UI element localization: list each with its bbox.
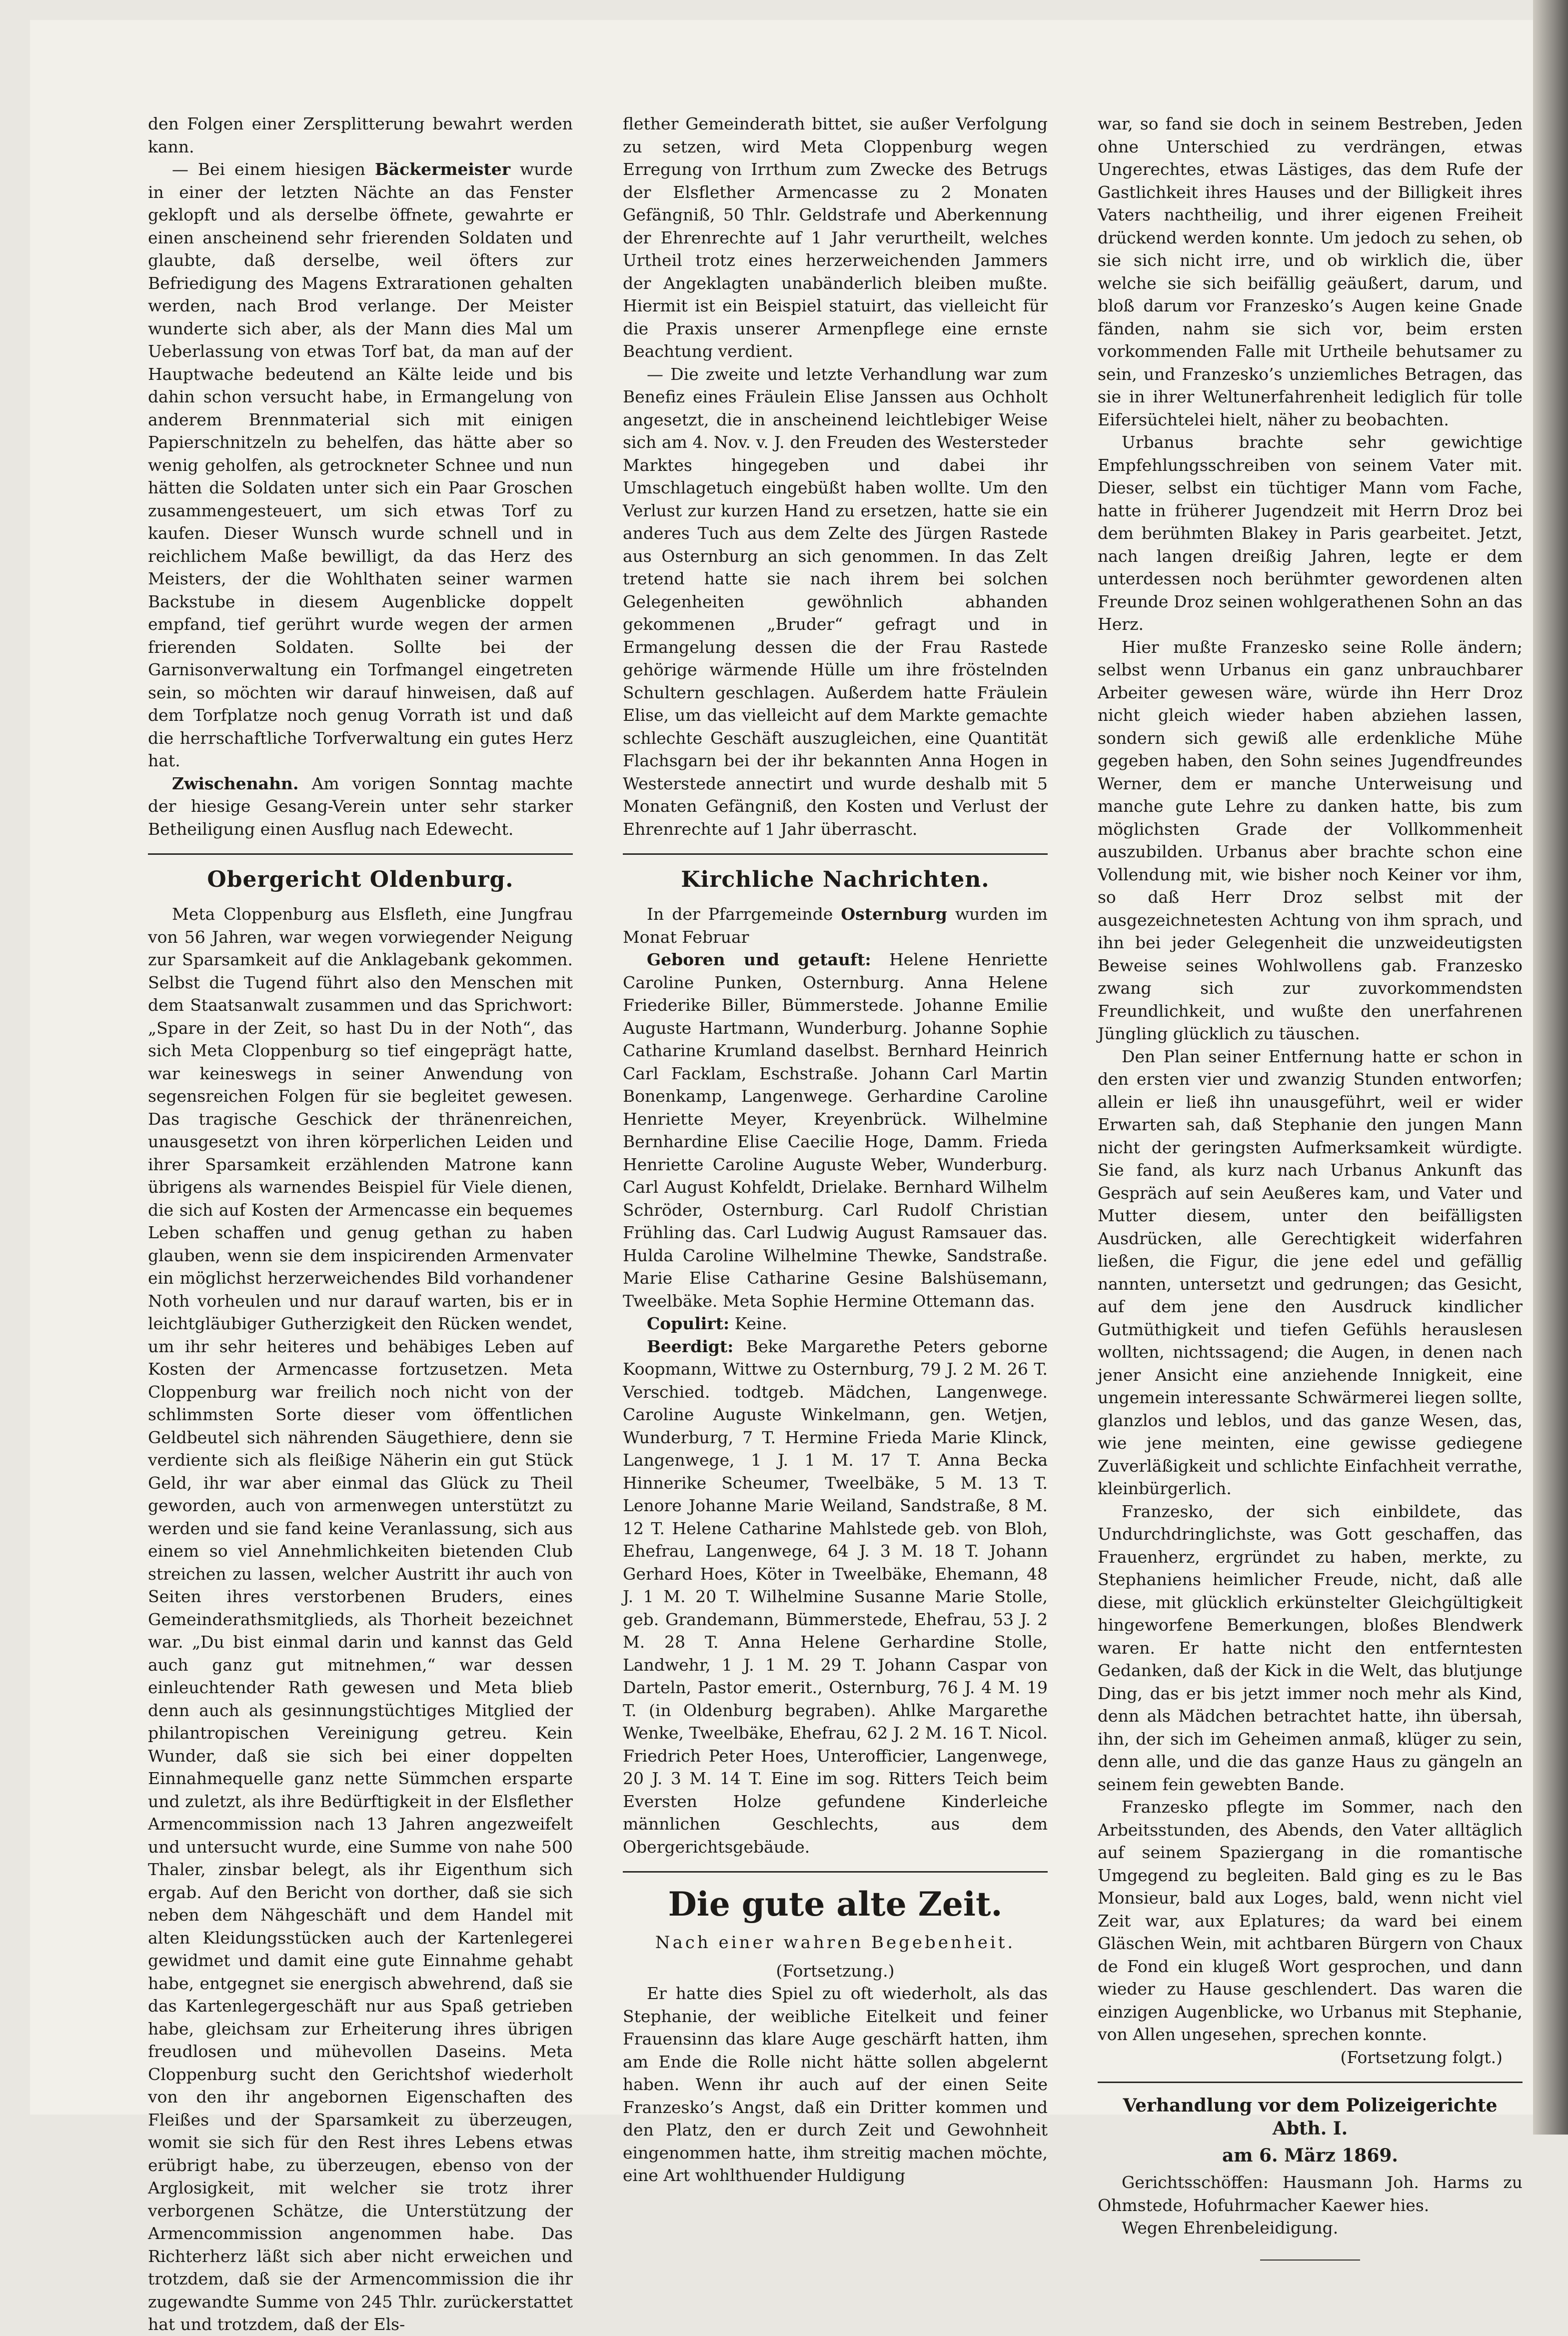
parish-intro-pre: In der Pfarrgemeinde	[647, 904, 833, 924]
column-2	[623, 112, 1048, 2187]
article-zwischenahn	[148, 772, 573, 841]
story-text: Franzesko pflegte im Sommer, nach den Arbeitsstunden, des Abends, den Vater alltäglich auf seinem Spaziergang in die romantische Umgegend zu begleiten. Bald ging es zu le Bas Monsieur, bald aux Loges, bald, wenn nicht viel Zeit war, aux Eplatures; da ward bei einem Gläschen Wein, mit achtbaren Bürgern von Chaux de Fond ein klugeß Wort gesprochen, und dann wieder zu Hause geschlendert. Das waren die einzigen Augenblicke, wo Urbanus mit Stephanie, von Allen ungesehen, sprechen konnte.	[1098, 1797, 1523, 2044]
end-rule	[1260, 2260, 1360, 2261]
story-text: Franzesko, der sich einbildete, das Undurchdringlichste, was Gott geschaffen, das Frauenherz, ergründet zu haben, merkte, zu Stephaniens heimlicher Freude, nicht, daß alle diese, mit glücklich erkünstelter Gleichgültigkeit hingeworfene Bemerkungen, bloßes Blendwerk waren. Er hatte nicht den entferntesten Gedanken, daß der Kick in die Welt, das blutjunge Ding, das er bis jetzt immer noch mehr als Kind, denn als Mädchen betrachtet hatte, ihn übersah, ihn, der sich im Geheimen anmaß, klüger zu sein, denn alle, und die das ganze Haus zu gängeln an seinem fein gewebten Bande.	[1098, 1501, 1523, 1794]
article-intro: — Bei einem hiesigen	[172, 159, 365, 179]
column-3	[1098, 112, 1523, 2261]
story-to-be-continued: (Fortsetzung folgt.)	[1340, 2047, 1503, 2067]
article-body: wurde in einer der letzten Nächte an das Fenster geklopft und als derselbe öffnete, gewahrte er einen anscheinend sehr frierenden Soldaten und glaubte, daß derselbe, weil öfters zur Befriedigung des Magens Extrarationen gehalten werden, nach Brod verlange. Der Meister wunderte sich aber, als der Mann dies Mal um Ueberlassung von etwas Torf bat, da man auf der Hauptwache bedeutend an Kälte leide und bis dahin schon versucht habe, in Ermangelung von anderem Brennmaterial sich mit einigen Papierschnitzeln zu behelfen, das hätte aber so wenig geholfen, als getrockneter Schnee und nun hätten die Soldaten unter sich ein Paar Groschen zusammengesteuert, um sich etwas Torf zu kaufen. Dieser Wunsch wurde schnell und in reichlichem Maße bewilligt, da das Herz des Meisters, der die Wohlthaten seiner warmen Backstube in diesem Augenblicke doppelt empfand, tief gerührt wurde wegen der armen frierenden Soldaten. Sollte bei der Garnisonverwaltung ein Torfmangel eingetreten sein, so möchten wir darauf hinweisen, daß auf dem Torfplatze noch genug Vorrath ist und daß die herrschaftliche Torfverwaltung ein gutes Herz hat.	[148, 159, 573, 770]
article-keyword: Bäckermeister	[374, 159, 511, 179]
section-divider	[148, 853, 573, 855]
section-divider	[623, 1871, 1048, 1873]
section-divider	[623, 853, 1048, 855]
story-text: Hier mußte Franzesko seine Rolle ändern; selbst wenn Urbanus ein ganz unbrauchbarer Arbeiter gewesen wäre, würde ihn Herr Droz nicht gleich wieder haben abziehen lassen, sondern sich gewiß alle erdenkliche Mühe gegeben haben, den Sohn seines Jugendfreundes Werner, dem er manche Unterweisung und manche gute Lehre zu danken hatte, bis zum möglichsten Grade der Vollkommenheit auszubilden. Urbanus aber brachte schon eine Vollendung mit, wie bisher noch Keiner vor ihm, so daß Herr Droz selbst mit der ausgezeichnetesten Achtung von ihm sprach, und ihn bei jeder Gelegenheit die unzweideutigsten Beweise seines Wohlwollens gab. Franzesko zwang sich zur zuvorkommendsten Freundlichkeit, und wußte den unerfahrenen Jüngling glücklich zu täuschen.	[1098, 637, 1523, 1043]
police-court-date: am 6. März 1869.	[1222, 2145, 1398, 2166]
newspaper-page	[30, 20, 1535, 2334]
book-spine	[1533, 0, 1568, 2135]
births-body: Helene Henriette Caroline Punken, Osternburg. Anna Helene Friederike Biller, Bümmerstede. Johanne Emilie Auguste Hartmann, Wunderburg. Johanne Sophie Catharine Krumland daselbst. Bernhard Heinrich Carl Facklam, Eschstraße. Johann Carl Martin Bonenkamp, Langenwege. Gerhardine Caroline Henriette Meyer, Kreyenbrück. Wilhelmine Bernhardine Elise Caecilie Hoge, Damm. Frieda Henriette Caroline Auguste Weber, Wunderburg. Carl August Kohfeldt, Drielake. Bernhard Wilhelm Schröder, Osternburg. Carl Rudolf Christian Frühling das. Carl Ludwig August Ramsauer das. Hulda Caroline Wilhelmine Thewke, Sandstraße. Marie Elise Catharine Gesine Balshüsemann, Tweelbäke. Meta Sophie Hermine Ottemann das.	[623, 950, 1048, 1311]
section-divider	[1098, 2082, 1523, 2083]
article-cloppenburg: Meta Cloppenburg aus Elsfleth, eine Jungfrau von 56 Jahren, war wegen vorwiegender Neigung zur Sparsamkeit auf die Anklagebank gekommen. Selbst die Tugend führt also den Menschen mit dem Staatsanwalt zusammen und das Sprichwort: „Spare in der Zeit, so hast Du in der Noth“, das sich Meta Cloppenburg so tief eingeprägt hatte, war keineswegs in seiner Anwendung von segensreichen Folgen für sie begleitet gewesen. Das tragische Geschick der thränenreichen, unausgesetzt von ihren körperlichen Leiden und ihrer Sparsamkeit erzählenden Matrone kann übrigens als warnendes Beispiel für Viele dienen, die sich auf Kosten der Armencasse ein bequemes Leben schaffen und genug gethan zu haben glauben, wenn sie dem inspicirenden Armenvater ein möglichst herzerweichendes Bild vorhandener Noth vorheulen und nur darauf warten, bis er in leichtgläubiger Gutherzigkeit den Rücken wendet, um ihr sehr heiteres und behäbiges Leben auf Kosten der Armencasse fortzusetzen. Meta Cloppenburg war freilich noch nicht von der schlimmsten Sorte dieser vom öffentlichen Geldbeutel sich nährenden Säugethiere, denn sie verdiente sich als fleißige Näherin ein gut Stück Geld, ihr war aber einmal das Glück zu Theil geworden, auch von armenwegen unterstützt zu werden und sie fand keine Veranlassung, sich aus einem so viel Annehmlichkeiten bietenden Club streichen zu lassen, welcher Austritt ihr auch von Seiten ihres verstorbenen Bruders, eines Gemeinderathsmitglieds, als Thorheit bezeichnet war. „Du bist einmal darin und kannst das Geld auch ganz gut mitnehmen,“ war dessen einleuchtender Rath gewesen und Meta blieb denn auch als gesinnungstüchtiges Mitglied der philantropischen Vereinigung getreu. Kein Wunder, daß sie sich bei einer doppelten Einnahmequelle ganz nette Sümmchen ersparte und zuletzt, als ihre Bedürftigkeit in der Elsflether Armencommission nach 13 Jahren angezweifelt und untersucht wurde, eine Summe von nahe 500 Thaler, zinsbar belegt, als ihr Eigenthum sich ergab. Auf den Bericht von dorther, daß sie sich neben dem Nähgeschäft und dem Handel mit alten Kleidungsstücken auch der Kartenlegerei gewidmet und damit eine gute Einnahme gehabt habe, entgegnet sie energisch abwehrend, daß sie das Kartenlegergeschäft nur aus Spaß getrieben habe, gleichsam zur Erheiterung ihres übrigen freudlosen und mühevollen Daseins. Meta Cloppenburg sucht den Gerichtshof wiederholt von den ihr angebornen Eigenschaften des Fleißes und der Sparsamkeit zu überzeugen, womit sie sich für den Rest ihres Lebens etwas erübrigt habe, zu überzeugen, ebenso von der Arglosigkeit, mit welcher sie trotz ihrer verborgenen Schätze, die Unterstützung der Armencommission angenommen habe. Das Richterherz läßt sich aber nicht erweichen und trotzdem, daß sie der Armencommission die ihr zugewandte Summe von 245 Thlr. zurückerstattet hat und trotzdem, daß der Els-	[148, 904, 573, 2334]
article-baeckermeister	[148, 158, 573, 772]
police-court-case: Wegen Ehrenbeleidigung.	[1122, 2218, 1339, 2238]
article-cloppenburg-cont: flether Gemeinderath bittet, sie außer Verfolgung zu setzen, wird Meta Cloppenburg wegen Erregung von Irrthum zum Zwecke des Betrugs der Elsflether Armencasse zu 2 Monaten Gefängniß, 50 Thlr. Geldstrafe und Aberkennung der Ehrenrechte auf 1 Jahr verurtheilt, welches Urtheil trotz eines herzerweichenden Jammers der Angeklagten unabänderlich bleiben mußte. Hiermit ist ein Beispiel statuirt, das vielleicht für die Praxis unserer Armenpflege eine ernste Beachtung verdient.	[623, 114, 1048, 361]
section-title-obergericht: Obergericht Oldenburg.	[207, 867, 514, 892]
parish-name: Osternburg	[841, 904, 947, 924]
story-text: Den Plan seiner Entfernung hatte er schon in den ersten vier und zwanzig Stunden entworfen; allein er ließ ihn unausgeführt, weil er wider Erwarten sah, daß Stephanie den jungen Mann nicht der geringsten Aufmerksamkeit würdigte. Sie fand, als kurz nach Urbanus Ankunft das Gespräch auf sein Aeußeres kam, und Vater und Mutter diesem, unter den beifälligsten Ausdrücken, alle Gerechtigkeit widerfahren ließen, die Figur, die jene edel und gefällig nannten, untersetzt und gedrungen; das Gesicht, auf dem jene den Ausdruck kindlicher Gutmüthigkeit und tiefen Gefühls herauslesen wollten, nichtssagend; die Augen, in denen nach jener Ansicht eine anziehende Innigkeit, eine ungemein interessante Schwärmerei liegen sollte, glanzlos und leblos, und das ganze Wesen, das, wie jene meinten, eine gewisse gediegene Zuverläßigkeit und schlichte Einfachheit verrathe, kleinbürgerlich.	[1098, 1046, 1523, 1498]
story-text-cont: war, so fand sie doch in seinem Bestreben, Jeden ohne Unterschied zu verdrängen, etwas Ungerechtes, etwas Lästiges, das dem Rufe der Gastlichkeit ihres Hauses und der Billigkeit ihres Vaters nachtheilig, und ihrer eigenen Freiheit drückend werden konnte. Um jedoch zu sehen, ob sie sich nicht irre, und ob wirklich die, über welche sie sich beifällig geäußert, darum, und bloß darum vor Franzesko’s Augen keine Gnade fänden, nahm sie sich vor, beim ersten vorkommenden Falle mit Urtheile behutsamer zu sein, und Franzesko’s unziemliches Betragen, das sie in ihrer Weltunerfahrenheit lediglich für tolle Eifersüchtelei hielt, näher zu beobachten.	[1098, 114, 1523, 429]
burials-heading: Beerdigt:	[647, 1336, 734, 1356]
article-keyword: Zwischenahn.	[172, 773, 299, 793]
section-title-kirchliche: Kirchliche Nachrichten.	[681, 867, 990, 892]
parish-intro	[623, 903, 1048, 948]
marriages-heading: Copulirt:	[647, 1314, 730, 1333]
burials-body: Beke Margarethe Peters geborne Koopmann, Wittwe zu Osternburg, 79 J. 2 M. 26 T. Verschied. todtgeb. Mädchen, Langenwege. Caroline Auguste Winkelmann, gen. Wetjen, Wunderburg, 7 T. Hermine Frieda Marie Klinck, Langenwege, 1 J. 1 M. 17 T. Anna Becka Hinnerike Scheumer, Tweelbäke, 5 M. 13 T. Lenore Johanne Marie Weiland, Sandstraße, 8 M. 12 T. Helene Catharine Mahlstede geb. von Bloh, Ehefrau, Langenwege, 64 J. 3 M. 18 T. Johann Gerhard Hoes, Köter in Tweelbäke, Ehemann, 48 J. 1 M. 20 T. Wilhelmine Susanne Marie Stolle, geb. Grandemann, Bümmerstede, Ehefrau, 53 J. 2 M. 28 T. Anna Helene Gerhardine Stolle, Landwehr, 1 J. 1 M. 29 T. Johann Caspar von Darteln, Pastor emerit., Osternburg, 76 J. 4 M. 19 T. (in Oldenburg begraben). Ahlke Margarethe Wenke, Tweelbäke, Ehefrau, 62 J. 2 M. 16 T. Nicol. Friedrich Peter Hoes, Unterofficier, Langenwege, 20 J. 3 M. 14 T. Eine im sog. Ritters Teich beim Eversten Holze gefundene Kinderleiche männlichen Geschlechts, aus dem Obergerichtsgebäude.	[623, 1336, 1048, 1857]
story-text: Er hatte dies Spiel zu oft wiederholt, als das Stephanie, der weibliche Eitelkeit und feiner Frauensinn das klare Auge geschärft hatten, ihm am Ende die Rolle nicht hätte sollen abgelernt haben. Wenn ihr auch auf der einen Seite Franzesko’s Angst, daß ein Dritter kommen und den Platz, den er durch Zeit und Gewohnheit eingenommen hatte, ihm streitig machen möchte, eine Art wohlthuender Huldigung	[623, 1984, 1048, 2185]
story-title: Die gute alte Zeit.	[668, 1885, 1003, 1924]
article-janssen: — Die zweite und letzte Verhandlung war zum Benefiz eines Fräulein Elise Janssen aus Ochholt angesetzt, die in anscheinend leichtlebiger Weise sich am 4. Nov. v. J. den Freuden des Westersteder Marktes hingegeben und dabei ihr Umschlagetuch eingebüßt haben wollte. Um den Verlust zur kurzen Hand zu ersetzen, hatte sie ein anderes Tuch aus dem Zelte des Jürgen Rastede aus Osternburg an sich genommen. In das Zelt tretend hatte sie nach ihrem bei solchen Gelegenheiten gewöhnlich abhanden gekommenen „Bruder“ gefragt und in Ermangelung dessen die der Frau Rastede gehörige wärmende Hülle um ihre fröstelnden Schultern geschlagen. Außerdem hatte Fräulein Elise, um das vielleicht auf dem Markte gemachte schlechte Geschäft auszugleichen, eine Quantität Flachsgarn bei der ihr bekannten Anna Hogen in Westerstede annectirt und wurde deshalb mit 5 Monaten Gefängniß, den Kosten und Verlust der Ehrenrechte auf 1 Jahr überrascht.	[623, 364, 1048, 839]
births-heading: Geboren und getauft:	[647, 950, 871, 969]
article-continuation: den Folgen einer Zersplitterung bewahrt werden kann.	[148, 114, 573, 156]
burials-list	[623, 1335, 1048, 1859]
story-subtitle: Nach einer wahren Begebenheit.	[655, 1933, 1016, 1953]
marriages-list	[623, 1312, 1048, 1335]
births-list	[623, 948, 1048, 1312]
story-text: Urbanus brachte sehr gewichtige Empfehlungsschreiben von seinem Vater mit. Dieser, selbst ein tüchtiger Mann vom Fache, hatte in früherer Jugendzeit mit Herrn Droz bei dem berühmten Blakey in Paris gearbeitet. Jetzt, nach langen dreißig Jahren, legte er dem unterdessen noch berühmter gewordenen alten Freunde Droz seinen wohlgerathenen Sohn an das Herz.	[1098, 432, 1523, 634]
article-body: Am vorigen Sonntag machte der hiesige Gesang-Verein unter sehr starker Betheiligung einen Ausflug nach Edewecht.	[148, 773, 573, 839]
column-1	[148, 112, 573, 2336]
police-court-title: Verhandlung vor dem Polizeigerichte Abth. I.	[1123, 2095, 1498, 2139]
story-continuation-mark: (Fortsetzung.)	[776, 1961, 895, 1981]
marriages-body: Keine.	[734, 1314, 787, 1333]
police-court-judges: Gerichtsschöffen: Hausmann Joh. Harms zu Ohmstede, Hofuhrmacher Kaewer hies.	[1098, 2173, 1523, 2215]
parish-intro-rest: wurden im Monat Februar	[623, 904, 1048, 947]
